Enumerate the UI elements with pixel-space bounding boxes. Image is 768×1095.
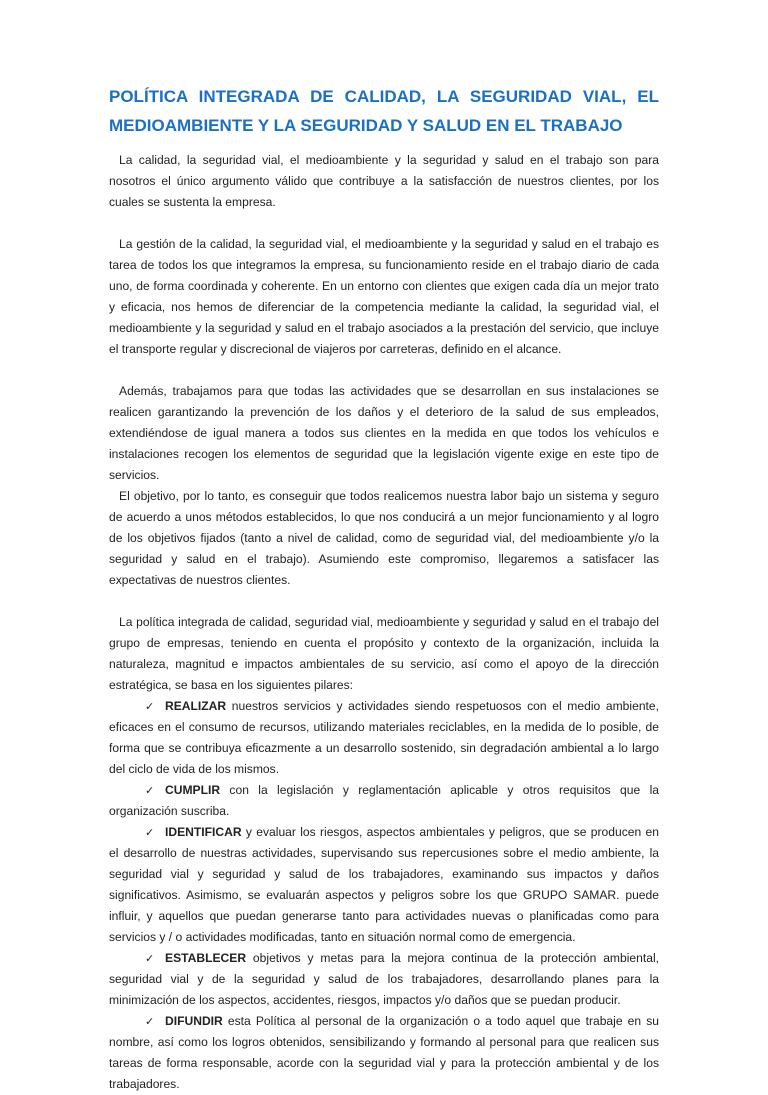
pillar-keyword: CUMPLIR	[165, 783, 221, 797]
paragraph-gap	[109, 213, 659, 234]
pillars-list	[109, 696, 659, 1095]
pillar-item-establecer	[109, 948, 659, 1011]
pillar-text: objetivos y metas para la mejora continua de la protección ambiental, seguridad vial y de la seguridad y salud de los trabajadores, desarrollando planes para la minimización de los aspectos, accidentes, riesgos, impactos y/o daños que se puedan producir.	[109, 951, 659, 1007]
pillar-text: nuestros servicios y actividades siendo respetuosos con el medio ambiente, eficaces en el consumo de recursos, utilizando materiales reciclables, en la medida de lo posible, de forma que se contribuya eficazmente a un desarrollo sostenido, sin degradación ambiental a lo largo del ciclo de vida de los mismos.	[109, 699, 659, 776]
document-title: POLÍTICA INTEGRADA DE CALIDAD, LA SEGURIDAD VIAL, EL MEDIOAMBIENTE Y LA SEGURIDAD Y SALUD EN EL TRABAJO	[109, 87, 659, 135]
pillar-keyword: ESTABLECER	[165, 951, 247, 965]
paragraph-policy: La política integrada de calidad, seguridad vial, medioambiente y seguridad y salud en el trabajo del grupo de empresas, teniendo en cuenta el propósito y contexto de la organización, incluida la naturaleza, magnitud e impactos ambientales de su servicio, así como el apoyo de la dirección estratégica, se basa en los siguientes pilares:	[109, 615, 659, 692]
pillar-keyword: DIFUNDIR	[165, 1014, 223, 1028]
pillar-keyword: IDENTIFICAR	[165, 825, 242, 839]
pillar-text: esta Política al personal de la organización o a todo aquel que trabaje en su nombre, así como los logros obtenidos, sensibilizando y formando al personal para que realicen sus tareas de forma responsable, acorde con la seguridad vial y para la protección ambiental y de los trabajadores.	[109, 1014, 659, 1091]
pillar-item-identificar	[109, 822, 659, 948]
paragraph-safety: Además, trabajamos para que todas las actividades que se desarrollan en sus instalaciones se realicen garantizando la prevención de los daños y el deterioro de la salud de sus empleados, extendiéndose de igual manera a todos sus clientes en la medida en que todos los vehículos e instalaciones recogen los elementos de seguridad que la legislación vigente exige en este tipo de servicios.	[109, 384, 659, 482]
check-icon: ✓	[145, 952, 155, 965]
check-icon: ✓	[145, 784, 155, 797]
pillar-text: con la legislación y reglamentación aplicable y otros requisitos que la organización suscriba.	[109, 783, 659, 818]
pillar-text: y evaluar los riesgos, aspectos ambientales y peligros, que se producen en el desarrollo de nuestras actividades, supervisando sus repercusiones sobre el medio ambiente, la seguridad vial y seguridad y salud de los trabajadores, examinando sus impactos y daños significativos. Asimismo, se evaluarán aspectos y peligros sobre los que GRUPO SAMAR. puede influir, y aquellos que puedan generarse tanto para actividades nuevas o planificadas como para servicios y / o actividades modificadas, tanto en situación normal como de emergencia.	[109, 825, 659, 944]
pillar-item-realizar	[109, 696, 659, 780]
check-icon: ✓	[145, 826, 155, 839]
paragraph-management: La gestión de la calidad, la seguridad vial, el medioambiente y la seguridad y salud en el trabajo es tarea de todos los que integramos la empresa, su funcionamiento reside en el trabajo diario de cada uno, de forma coordinada y coherente. En un entorno con clientes que exigen cada día un mejor trato y eficacia, nos hemos de diferenciar de la competencia mediante la calidad, la seguridad vial, el medioambiente y la seguridad y salud en el trabajo asociados a la prestación del servicio, que incluye el transporte regular y discrecional de viajeros por carreteras, definido en el alcance.	[109, 237, 659, 356]
pillar-item-cumplir	[109, 780, 659, 822]
check-icon: ✓	[145, 1015, 155, 1028]
paragraph-gap	[109, 591, 659, 612]
paragraph-objective: El objetivo, por lo tanto, es conseguir que todos realicemos nuestra labor bajo un sistema y seguro de acuerdo a unos métodos establecidos, lo que nos conducirá a un mejor funcionamiento y al logro de los objetivos fijados (tanto a nivel de calidad, como de seguridad vial, del medioambiente y/o la seguridad y salud en el trabajo). Asumiendo este compromiso, llegaremos a satisfacer las expectativas de nuestros clientes.	[109, 489, 659, 587]
check-icon: ✓	[145, 700, 155, 713]
pillar-keyword: REALIZAR	[165, 699, 227, 713]
paragraph-intro: La calidad, la seguridad vial, el medioambiente y la seguridad y salud en el trabajo son para nosotros el único argumento válido que contribuye a la satisfacción de nuestros clientes, por los cuales se sustenta la empresa.	[109, 153, 659, 209]
paragraph-gap	[109, 360, 659, 381]
